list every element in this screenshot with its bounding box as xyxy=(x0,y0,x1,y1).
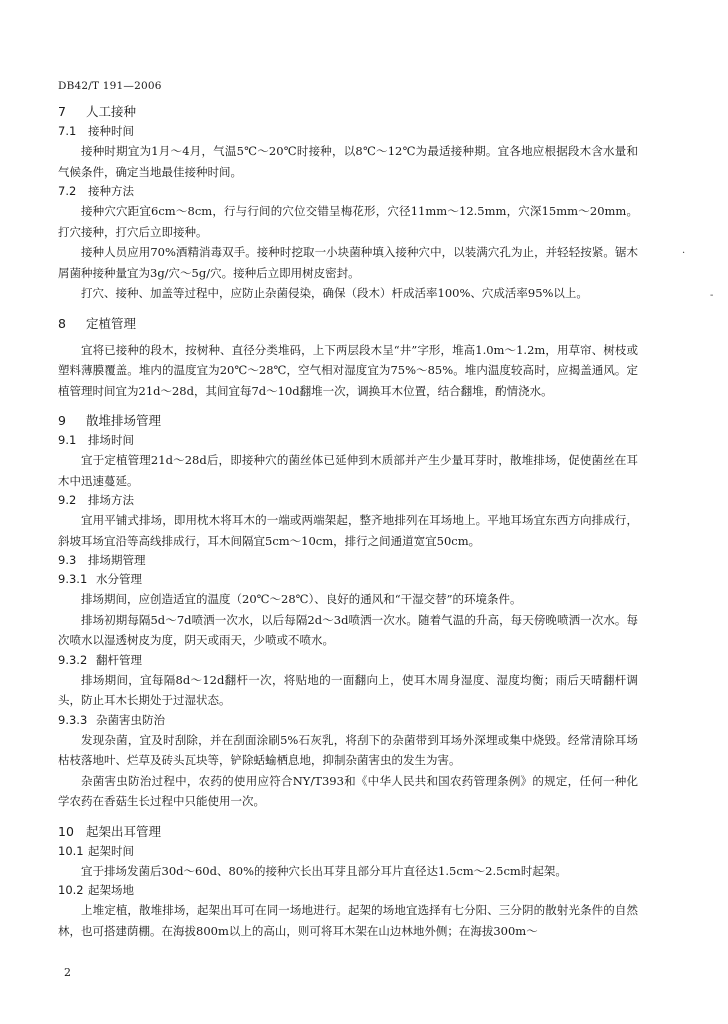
paragraph: 杂菌害虫防治过程中，农药的使用应符合NY/T393和《中华人民共和国农药管理条例》的规定，任何一种化学农药在香菇生长过程中只能使用一次。 xyxy=(58,773,638,808)
heading-title: 人工接种 xyxy=(86,104,137,119)
subsection-heading xyxy=(58,491,638,510)
heading-title: 排场期管理 xyxy=(88,553,146,567)
heading-number: 9.3 xyxy=(58,553,77,567)
heading-title: 排场时间 xyxy=(88,433,134,447)
heading-number: 10.1 xyxy=(58,843,84,858)
heading-title: 散堆排场管理 xyxy=(86,413,162,428)
heading-title: 接种方法 xyxy=(88,184,134,198)
paragraph: 排场期间，应创造适宜的温度（20℃～28℃）、良好的通风和“干湿交替”的环境条件。 xyxy=(81,592,522,606)
heading-number: 7.1 xyxy=(58,124,77,138)
heading-title: 翻杆管理 xyxy=(96,652,142,667)
heading-title: 起架出耳管理 xyxy=(86,823,162,839)
paragraph: 接种时期宜为1月～4月，气温5℃～20℃时接种，以8℃～12℃为最适接种期。宜各地应根据段木含水量和气候条件，确定当地最佳接种时间。 xyxy=(58,144,638,179)
section-heading xyxy=(58,102,638,122)
heading-title: 起架时间 xyxy=(88,843,134,858)
subsection-heading xyxy=(58,570,638,589)
paragraph: 上堆定植，散堆排场，起架出耳可在同一场地进行。起架的场地宜选择有七分阳、三分阴的散射光条件的自然林，也可搭建荫棚。在海拔800m以上的高山，则可将耳木架在山边林地外侧；在海拔300m～ xyxy=(58,903,638,938)
heading-title: 排场方法 xyxy=(88,493,134,507)
document-body xyxy=(58,102,638,941)
subsection-heading xyxy=(58,881,638,900)
heading-title: 杂菌害虫防治 xyxy=(96,712,165,727)
section-heading xyxy=(58,411,638,431)
page-number: 2 xyxy=(64,966,71,979)
paragraph: 发现杂菌，宜及时刮除，并在刮面涂刷5%石灰乳，将刮下的杂菌带到耳场外深埋或集中烧毁。经常清除耳场枯枝落地叶、烂草及砖头瓦块等，铲除蛞蝓栖息地，抑制杂菌害虫的发生为害。 xyxy=(58,732,638,767)
subsection-heading xyxy=(58,431,638,450)
heading-number: 9 xyxy=(58,413,66,428)
heading-title: 接种时间 xyxy=(88,124,134,138)
subsection-heading xyxy=(58,122,638,141)
subsection-heading xyxy=(58,651,638,670)
heading-number: 10 xyxy=(58,823,74,839)
paragraph: 排场期间，宜每隔8d～12d翻杆一次，将贴地的一面翻向上，使耳木周身湿度、湿度均衡；雨后天晴翻杆调头，防止耳木长期处于过湿状态。 xyxy=(58,672,638,707)
heading-number: 9.3.2 xyxy=(58,652,88,667)
section-heading xyxy=(58,314,638,334)
margin-mark: - xyxy=(710,290,714,301)
subsection-heading xyxy=(58,711,638,730)
heading-number: 9.1 xyxy=(58,433,77,447)
paragraph: 宜于定植管理21d～28d后，即接种穴的菌丝体已延伸到木质部并产生少量耳芽时，散堆排场，促使菌丝在耳木中迅速蔓延。 xyxy=(58,453,638,488)
paragraph: 宜将已接种的段木，按树种、直径分类堆码，上下两层段木呈“井”字形，堆高1.0m～1.2m，用草帘、树枝或塑料薄膜覆盖。堆内的温度宜为20℃～28℃，空气相对湿度宜为75%～85%。堆内温度较高时，应揭盖通风。定植管理时间宜为21d～28d，其间宜每7d～10d翻堆一次，调换耳木位置，结合翻堆，酌情浇水。 xyxy=(58,342,638,398)
heading-title: 水分管理 xyxy=(96,572,142,586)
heading-number: 9.2 xyxy=(58,493,77,507)
margin-mark: · xyxy=(682,248,686,259)
paragraph: 宜用平铺式排场，即用枕木将耳木的一端或两端架起，整齐地排列在耳场地上。平地耳场宜东西方向排成行，斜坡耳场宜沿等高线排成行，耳木间隔宜5cm～10cm，排行之间通道宽宜50cm。 xyxy=(58,513,638,548)
heading-title: 起架场地 xyxy=(88,883,134,897)
heading-number: 9.3.1 xyxy=(58,572,88,586)
paragraph: 排场初期每隔5d～7d喷洒一次水，以后每隔2d～3d喷洒一次水。随着气温的升高，每天傍晚喷洒一次水。每次喷水以湿透树皮为度，阴天或雨天，少喷或不喷水。 xyxy=(58,612,638,647)
heading-number: 10.2 xyxy=(58,883,84,897)
paragraph: 打穴、接种、加盖等过程中，应防止杂菌侵染，确保（段木）杆成活率100%、穴成活率95%以上。 xyxy=(81,286,588,300)
heading-title: 定植管理 xyxy=(86,315,137,331)
standard-code: DB42/T 191—2006 xyxy=(58,80,162,92)
paragraph: 接种穴穴距宜6cm～8cm，行与行间的穴位交错呈梅花形，穴径11mm～12.5mm，穴深15mm～20mm。打穴接种，打穴后立即接种。 xyxy=(58,204,638,239)
section-heading xyxy=(58,822,638,842)
heading-number: 7.2 xyxy=(58,184,77,198)
subsection-heading xyxy=(58,551,638,570)
heading-number: 7 xyxy=(58,104,66,119)
subsection-heading xyxy=(58,182,638,201)
subsection-heading xyxy=(58,842,638,861)
heading-number: 8 xyxy=(58,315,66,331)
paragraph: 宜于排场发菌后30d～60d、80%的接种穴长出耳芽且部分耳片直径达1.5cm～2.5cm时起架。 xyxy=(81,863,567,878)
paragraph: 接种人员应用70%酒精消毒双手。接种时挖取一小块菌种填入接种穴中，以装满穴孔为止，并轻轻按紧。锯木屑菌种接种量宜为3g/穴～5g/穴。接种后立即用树皮密封。 xyxy=(58,245,638,280)
heading-number: 9.3.3 xyxy=(58,712,88,727)
